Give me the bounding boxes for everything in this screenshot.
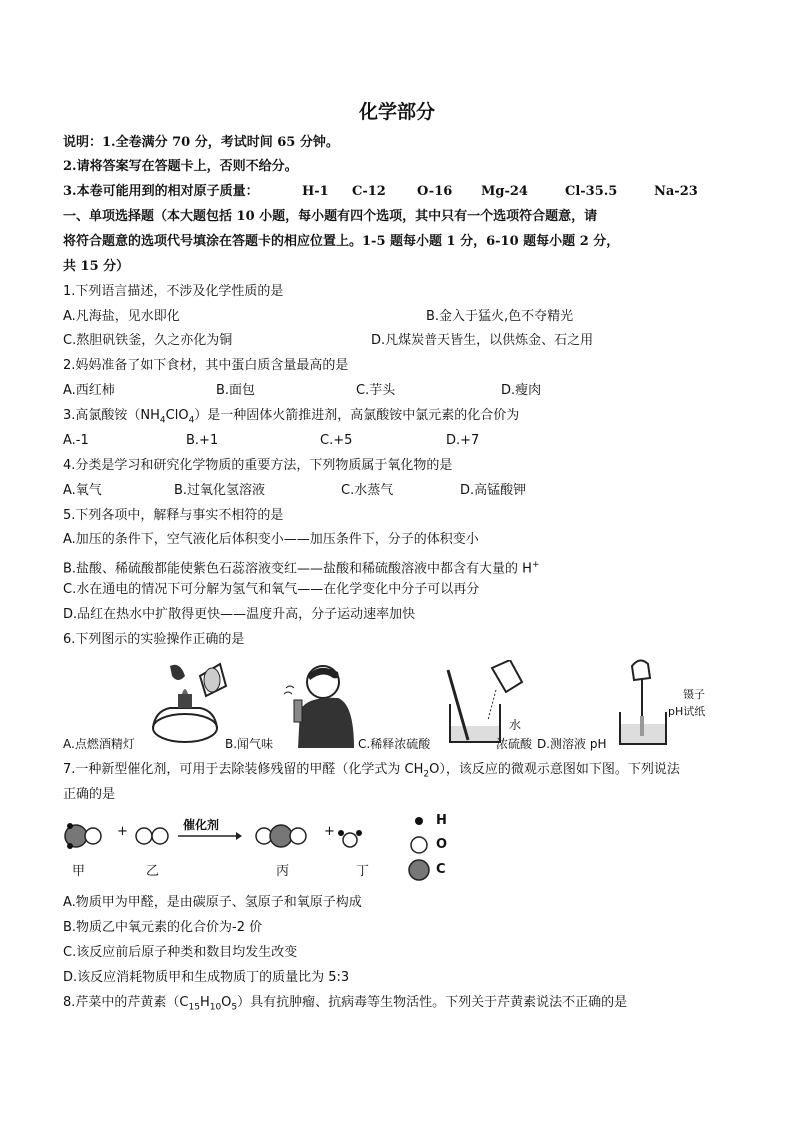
atom-legend bbox=[404, 812, 434, 884]
section-heading-line-3: 共 15 分） bbox=[63, 259, 130, 274]
q3-option-a: A.-1 bbox=[63, 433, 89, 448]
legend-h-label: H bbox=[436, 813, 447, 828]
note-3-prefix: 3.本卷可能用到的相对原子质量： bbox=[63, 184, 259, 199]
note-1: 说明：1.全卷满分 70 分，考试时间 65 分钟。 bbox=[63, 135, 339, 150]
molecule-ding-hydrogen-2 bbox=[356, 830, 362, 836]
q3-stem-c: ）是一种固体火箭推进剂，高氯酸铵中氯元素的化合价为 bbox=[194, 408, 520, 423]
section-heading-line-1: 一、单项选择题（本大题包括 10 小题，每小题有四个选项，其中只有一个选项符合题意，请 bbox=[63, 209, 598, 224]
q7-stem-part1: 7.一种新型催化剂，可用于去除装修残留的甲醛（化学式为 CH bbox=[63, 762, 424, 777]
q5-option-b-sup: + bbox=[531, 560, 540, 570]
q8-stem-c: O bbox=[221, 995, 232, 1010]
note-3 bbox=[63, 183, 259, 201]
q2-option-d: D.瘦肉 bbox=[501, 383, 542, 398]
question-7-stem-2: 正确的是 bbox=[63, 787, 116, 802]
q4-option-a: A.氧气 bbox=[63, 483, 102, 498]
q8-sub-1: 15 bbox=[188, 1002, 200, 1013]
molecule-jia-hydrogen-1 bbox=[67, 823, 73, 829]
q8-sub-3: 5 bbox=[231, 1002, 238, 1013]
atom-mass-h: H-1 bbox=[302, 184, 329, 199]
q1-option-a: A.凡海盐，见水即化 bbox=[63, 309, 180, 324]
alcohol-lamp-figure bbox=[140, 656, 230, 748]
q5-option-c: C.水在通电的情况下可分解为氢气和氧气——在化学变化中分子可以再分 bbox=[63, 582, 480, 597]
catalyst-label: 催化剂 bbox=[183, 818, 220, 832]
legend-c-symbol bbox=[409, 860, 429, 880]
molecule-bing-oxygen-2 bbox=[290, 828, 306, 844]
molecule-ding-hydrogen-1 bbox=[338, 830, 344, 836]
question-6-stem: 6.下列图示的实验操作正确的是 bbox=[63, 632, 245, 647]
molecule-jia-oxygen bbox=[85, 828, 101, 844]
q7-stem-part2: O），该反应的微观示意图如下图。下列说法 bbox=[429, 762, 680, 777]
question-1-stem: 1.下列语言描述，不涉及化学性质的是 bbox=[63, 284, 284, 299]
question-5-stem: 5.下列各项中，解释与事实不相符的是 bbox=[63, 508, 284, 523]
atom-mass-o: O-16 bbox=[417, 184, 453, 199]
q5-option-d: D.品红在热水中扩散得更快——温度升高，分子运动速率加快 bbox=[63, 607, 416, 622]
q7-option-b: B.物质乙中氧元素的化合价为-2 价 bbox=[63, 920, 263, 935]
question-2-stem: 2.妈妈准备了如下食材，其中蛋白质含量最高的是 bbox=[63, 358, 349, 373]
substance-yi-label: 乙 bbox=[146, 864, 160, 879]
concentrated-acid-label: 浓硫酸 bbox=[496, 737, 533, 751]
q4-option-b: B.过氧化氢溶液 bbox=[174, 483, 266, 498]
q3-option-b: B.+1 bbox=[186, 433, 219, 448]
molecule-ding-oxygen bbox=[343, 833, 357, 847]
legend-c-label: C bbox=[436, 862, 446, 877]
q3-option-d: D.+7 bbox=[446, 433, 480, 448]
q6-option-d: D.测溶液 pH bbox=[537, 737, 607, 751]
substance-ding-label: 丁 bbox=[356, 864, 370, 879]
q5-option-b bbox=[63, 556, 540, 578]
question-3-stem bbox=[63, 407, 519, 430]
q4-option-d: D.高锰酸钾 bbox=[460, 483, 527, 498]
q3-stem-b: ClO bbox=[165, 408, 189, 423]
q3-sub-2: 4 bbox=[188, 415, 195, 426]
reaction-arrow-head bbox=[236, 832, 242, 840]
legend-o-label: O bbox=[436, 837, 448, 852]
question-4-stem: 4.分类是学习和研究化学物质的重要方法，下列物质属于氧化物的是 bbox=[63, 458, 453, 473]
q8-sub-2: 10 bbox=[209, 1002, 222, 1013]
substance-jia-label: 甲 bbox=[72, 864, 86, 879]
q2-option-b: B.面包 bbox=[216, 383, 256, 398]
ph-paper-label: pH试纸 bbox=[668, 705, 706, 718]
atom-mass-c: C-12 bbox=[352, 184, 386, 199]
q3-stem-a: 3.高氯酸铵（NH bbox=[63, 408, 160, 423]
q8-stem-b: H bbox=[199, 995, 210, 1010]
legend-o-symbol bbox=[411, 837, 427, 853]
plus-sign-1: + bbox=[117, 824, 128, 839]
substance-bing-label: 丙 bbox=[276, 864, 290, 879]
ph-test-figure bbox=[614, 656, 674, 748]
q7-option-c: C.该反应前后原子种类和数目均发生改变 bbox=[63, 945, 298, 960]
q6-option-c: C.稀释浓硫酸 bbox=[358, 737, 431, 751]
smelling-figure bbox=[278, 660, 358, 748]
q6-option-a: A.点燃酒精灯 bbox=[63, 737, 135, 751]
q4-option-c: C.水蒸气 bbox=[341, 483, 394, 498]
q2-option-c: C.芋头 bbox=[356, 383, 396, 398]
question-8-stem bbox=[63, 994, 627, 1017]
water-label: 水 bbox=[509, 718, 522, 732]
q1-option-d: D.凡煤炭普天皆生，以供炼金、石之用 bbox=[371, 333, 594, 348]
molecule-bing-carbon bbox=[270, 825, 292, 847]
atom-mass-cl: Cl-35.5 bbox=[565, 184, 618, 199]
molecule-yi-oxygen-1 bbox=[136, 828, 152, 844]
q7-option-a: A.物质甲为甲醛，是由碳原子、氢原子和氧原子构成 bbox=[63, 895, 362, 910]
plus-sign-2: + bbox=[324, 824, 335, 839]
q8-stem-d: ）具有抗肿瘤、抗病毒等生物活性。下列关于芹黄素说法不正确的是 bbox=[237, 995, 628, 1010]
section-heading-line-2: 将符合题意的选项代号填涂在答题卡的相应位置上。1-5 题每小题 1 分，6-10 题每小题 2 分， bbox=[63, 234, 620, 249]
dilution-figure bbox=[440, 660, 530, 746]
q5-option-b-text: B.盐酸、稀硫酸都能使紫色石蕊溶液变红——盐酸和稀硫酸溶液中都含有大量的 H bbox=[63, 561, 532, 577]
q5-option-a: A.加压的条件下，空气液化后体积变小——加压条件下，分子的体积变小 bbox=[63, 532, 479, 547]
atom-mass-na: Na-23 bbox=[654, 184, 698, 199]
q6-option-b: B.闻气味 bbox=[225, 737, 274, 751]
q3-sub-1: 4 bbox=[159, 415, 166, 426]
q2-option-a: A.西红柿 bbox=[63, 383, 115, 398]
q1-option-c: C.熬胆矾铁釜，久之亦化为铜 bbox=[63, 333, 233, 348]
molecule-jia-hydrogen-2 bbox=[67, 843, 73, 849]
note-2: 2.请将答案写在答题卡上，否则不给分。 bbox=[63, 159, 298, 174]
q3-option-c: C.+5 bbox=[320, 433, 353, 448]
legend-h-symbol bbox=[415, 817, 423, 825]
q7-option-d: D.该反应消耗物质甲和生成物质丁的质量比为 5:3 bbox=[63, 970, 350, 985]
q7-stem-sub: 2 bbox=[423, 769, 430, 780]
tweezers-label: 镊子 bbox=[683, 688, 705, 701]
q8-stem-a: 8.芹菜中的芹黄素（C bbox=[63, 995, 189, 1010]
atom-mass-mg: Mg-24 bbox=[481, 184, 528, 199]
page-title: 化学部分 bbox=[358, 101, 435, 123]
q1-option-b: B.金入于猛火,色不夺精光 bbox=[426, 309, 574, 324]
molecule-yi-oxygen-2 bbox=[152, 828, 168, 844]
question-7-stem-1 bbox=[63, 761, 680, 784]
